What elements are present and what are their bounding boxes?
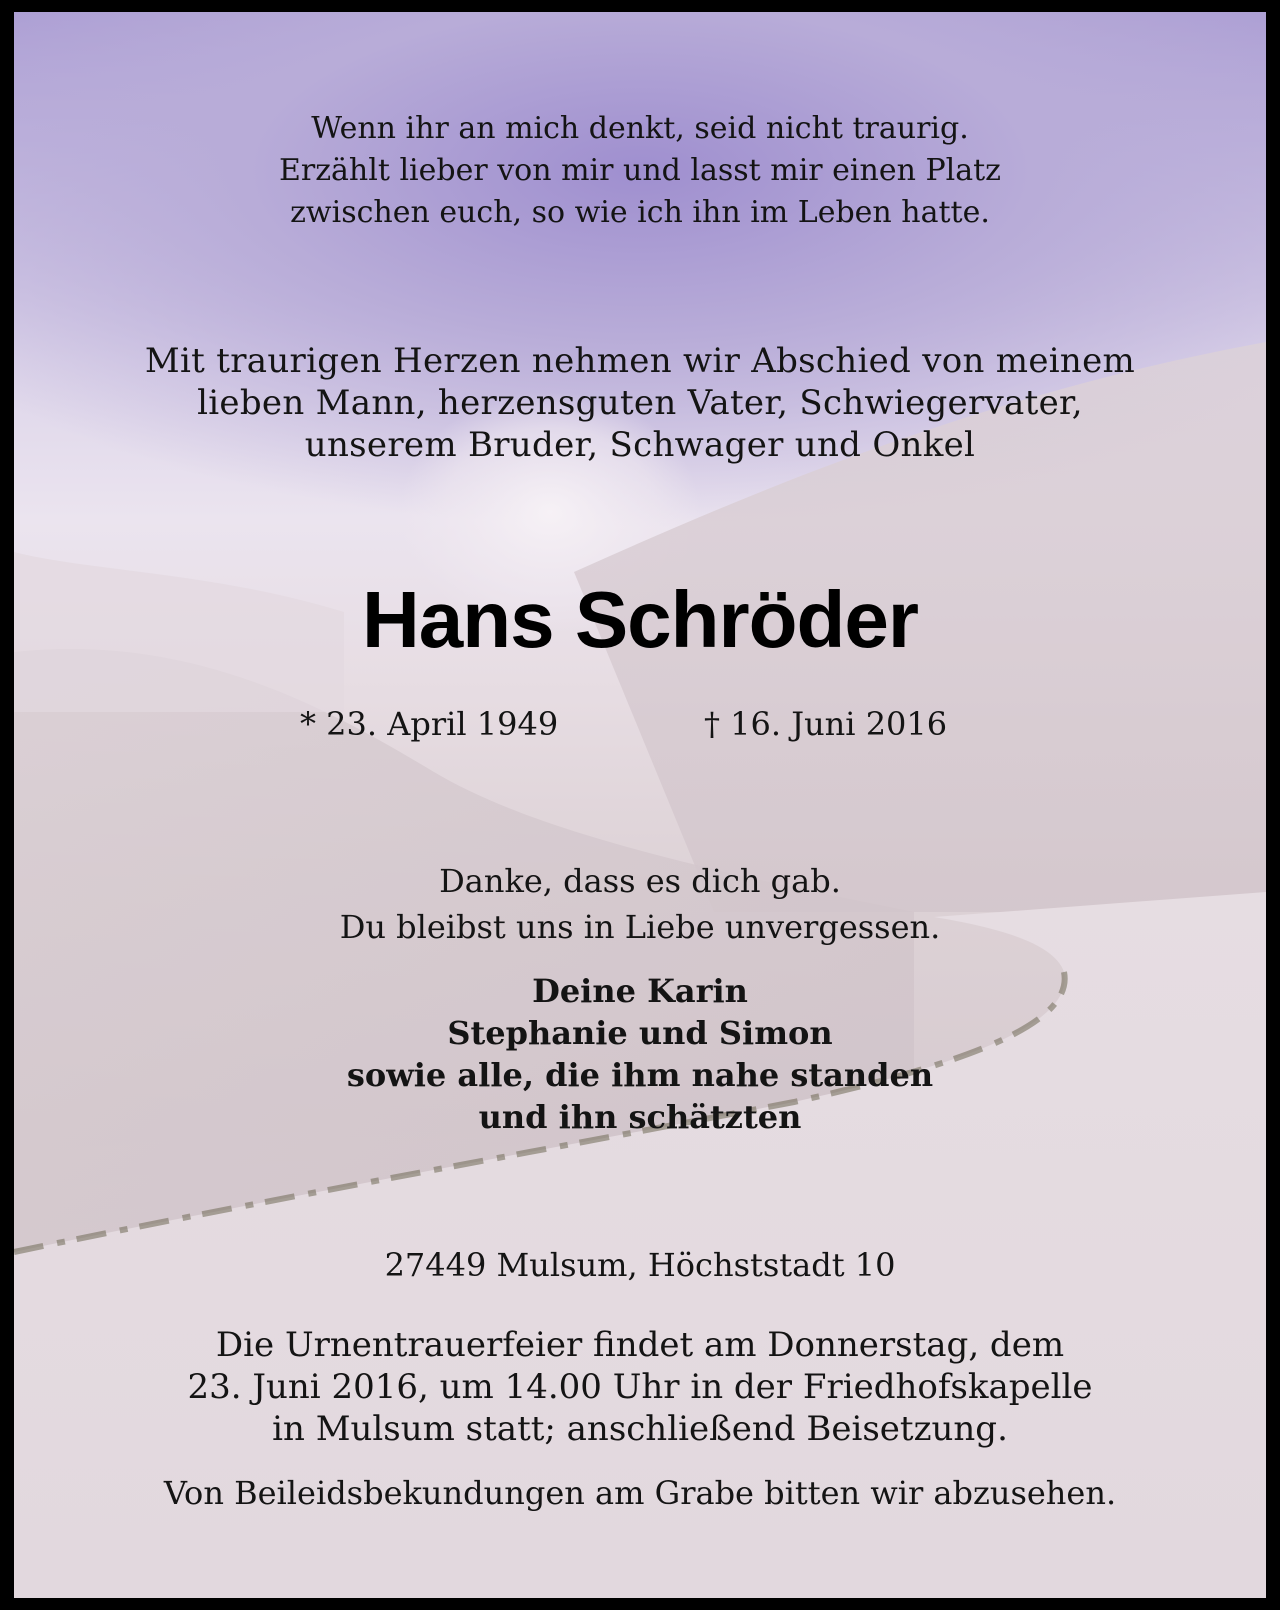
- verse-line: zwischen euch, so wie ich ihn im Leben hatte.: [290, 195, 990, 230]
- mourners-line: sowie alle, die ihm nahe standen: [346, 1056, 934, 1094]
- verse-line: Wenn ihr an mich denkt, seid nicht traurig.: [311, 111, 969, 146]
- mourners-line: Stephanie und Simon: [447, 1014, 833, 1052]
- ceremony-line: 23. Juni 2016, um 14.00 Uhr in der Friedhofskapelle: [187, 1367, 1093, 1407]
- life-dates: [14, 704, 1266, 744]
- verse: [14, 108, 1266, 234]
- intro-line: lieben Mann, herzensguten Vater, Schwiegervater,: [197, 383, 1083, 423]
- closing-note: Von Beileidsbekundungen am Grabe bitten wir abzusehen.: [163, 1474, 1117, 1512]
- address: 27449 Mulsum, Höchststadt 10: [384, 1246, 896, 1284]
- farewell-intro: [14, 340, 1266, 466]
- ceremony-line: Die Urnentrauerfeier findet am Donnerstag, dem: [215, 1325, 1065, 1365]
- background-panel: [14, 12, 1266, 1598]
- thanks-text: [14, 858, 1266, 950]
- intro-line: unserem Bruder, Schwager und Onkel: [304, 425, 976, 465]
- verse-line: Erzählt lieber von mir und lasst mir einen Platz: [279, 153, 1001, 188]
- mourners-line: Deine Karin: [532, 972, 748, 1010]
- birth-date: * 23. April 1949: [300, 705, 559, 743]
- mourners-line: und ihn schätzten: [478, 1098, 802, 1136]
- intro-line: Mit traurigen Herzen nehmen wir Abschied von meinem: [144, 341, 1136, 381]
- deceased-name: Hans Schröder: [361, 575, 919, 664]
- ceremony-line: in Mulsum statt; anschließend Beisetzung.: [272, 1409, 1008, 1449]
- thanks-line: Danke, dass es dich gab.: [439, 862, 841, 900]
- ceremony-info: [14, 1324, 1266, 1450]
- thanks-line: Du bleibst uns in Liebe unvergessen.: [339, 908, 941, 946]
- mourners-signature: [14, 970, 1266, 1138]
- death-date: † 16. Juni 2016: [704, 705, 948, 743]
